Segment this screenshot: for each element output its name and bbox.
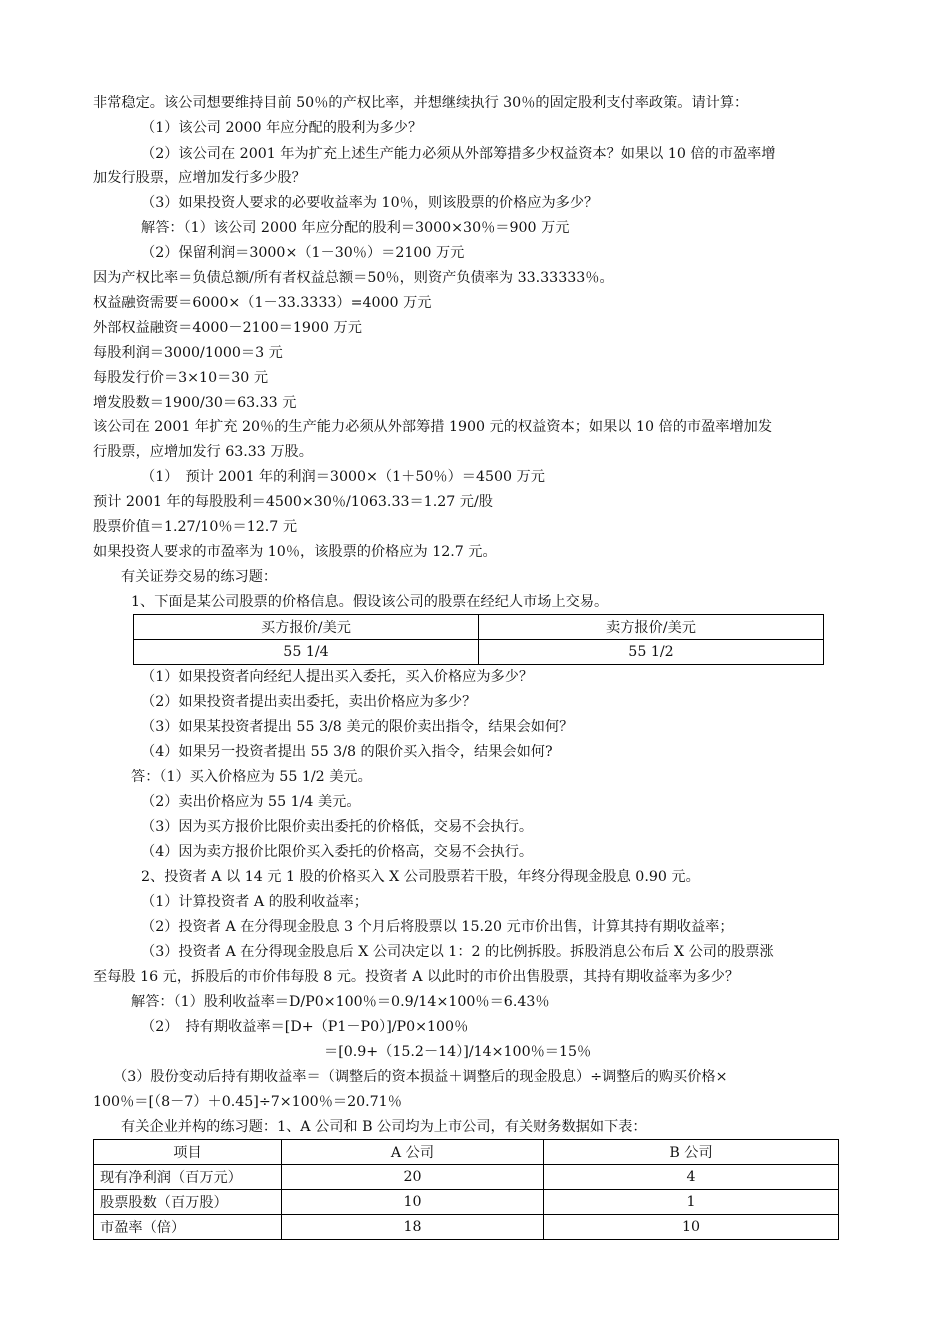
text-line: 预计 2001 年的每股股利＝4500×30％/1063.33＝1.27 元/股 <box>93 494 493 510</box>
table-row <box>94 1190 839 1215</box>
text-line: 解答：（1）该公司 2000 年应分配的股利＝3000×30％＝900 万元 <box>141 220 570 236</box>
table-header-cell: A 公司 <box>282 1140 544 1165</box>
company-table <box>93 1139 839 1240</box>
text-line: 有关企业并构的练习题：1、A 公司和 B 公司均为上市公司，有关财务数据如下表： <box>121 1119 647 1135</box>
text-line: （2）该公司在 2001 年为扩充上述生产能力必须从外部筹措多少权益资本？如果以 10 倍的市盈率增 <box>141 146 776 162</box>
text-line: 加发行股票，应增加发行多少股？ <box>93 170 306 186</box>
table-header-cell: 项目 <box>94 1140 282 1165</box>
text-line: （1）如果投资者向经纪人提出买入委托，买入价格应为多少？ <box>141 669 534 685</box>
table-header-cell: 卖方报价/美元 <box>479 615 824 640</box>
table-row <box>94 1215 839 1240</box>
table-cell: 股票股数（百万股） <box>94 1190 282 1215</box>
text-line: 解答：（1）股利收益率＝D/P0×100％＝0.9/14×100％＝6.43％ <box>131 994 550 1010</box>
text-line: 该公司在 2001 年扩充 20％的生产能力必须从外部筹措 1900 元的权益资本；如果以 10 倍的市盈率增加发 <box>93 419 773 435</box>
table-row <box>94 1165 839 1190</box>
text-line: 答：（1）买入价格应为 55 1/2 美元。 <box>131 769 372 785</box>
text-line: 外部权益融资＝4000－2100＝1900 万元 <box>93 320 362 336</box>
text-line: ＝[0.9+（15.2－14）]/14×100％＝15％ <box>324 1044 592 1060</box>
text-line: （4）如果另一投资者提出 55 3/8 的限价买入指令，结果会如何? <box>141 744 553 760</box>
text-line: （3）如果投资人要求的必要收益率为 10％，则该股票的价格应为多少？ <box>141 195 599 211</box>
text-line: （3）如果某投资者提出 55 3/8 美元的限价卖出指令，结果会如何？ <box>141 719 574 735</box>
text-line: （2）保留利润＝3000×（1－30％）＝2100 万元 <box>141 245 465 261</box>
text-line: 每股发行价＝3×10＝30 元 <box>93 370 269 386</box>
quote-table <box>133 614 824 665</box>
table-cell: 现有净利润（百万元） <box>94 1165 282 1190</box>
text-line: （2）投资者 A 在分得现金股息 3 个月后将股票以 15.20 元市价出售，计算其持有期收益率； <box>141 919 734 935</box>
text-line: （2） 持有期收益率＝[D+（P1－P0）]/P0×100％ <box>141 1019 469 1035</box>
table-header-row <box>94 1140 839 1165</box>
table-cell: 4 <box>544 1165 839 1190</box>
text-line: 行股票，应增加发行 63.33 万股。 <box>93 444 313 460</box>
table-cell: 20 <box>282 1165 544 1190</box>
text-line: 增发股数＝1900/30＝63.33 元 <box>93 395 297 411</box>
text-line: （3）投资者 A 在分得现金股息后 X 公司决定以 1：2 的比例拆股。拆股消息公布后 X 公司的股票涨 <box>141 944 774 960</box>
text-line: （3）股份变动后持有期收益率＝（调整后的资本损益＋调整后的现金股息）÷调整后的购买价格× <box>113 1069 728 1085</box>
text-line: （3）因为买方报价比限价卖出委托的价格低，交易不会执行。 <box>141 819 534 835</box>
text-line: （1） 预计 2001 年的利润＝3000×（1＋50％）＝4500 万元 <box>141 469 545 485</box>
text-line: 100％＝[（8－7）＋0.45]÷7×100％＝20.71％ <box>93 1094 402 1110</box>
text-line: 每股利润＝3000/1000＝3 元 <box>93 345 283 361</box>
text-line: 1、下面是某公司股票的价格信息。假设该公司的股票在经纪人市场上交易。 <box>131 594 609 610</box>
text-line: 非常稳定。该公司想要维持目前 50％的产权比率，并想继续执行 30％的固定股利支付率政策。请计算： <box>93 95 749 111</box>
text-line: （1）计算投资者 A 的股利收益率； <box>141 894 368 910</box>
text-line: （2）如果投资者提出卖出委托，卖出价格应为多少？ <box>141 694 477 710</box>
text-line: 权益融资需要＝6000×（1－33.3333）=4000 万元 <box>93 295 432 311</box>
section-heading: 有关证券交易的练习题： <box>121 569 278 585</box>
text-line: （4）因为卖方报价比限价买入委托的价格高，交易不会执行。 <box>141 844 534 860</box>
table-cell: 55 1/4 <box>134 640 479 665</box>
table-cell: 市盈率（倍） <box>94 1215 282 1240</box>
table-cell: 1 <box>544 1190 839 1215</box>
text-line: 因为产权比率＝负债总额/所有者权益总额＝50％，则资产负债率为 33.33333％。 <box>93 270 614 286</box>
text-line: 2、投资者 A 以 14 元 1 股的价格买入 X 公司股票若干股，年终分得现金股息 0.90 元。 <box>141 869 700 885</box>
table-cell: 10 <box>544 1215 839 1240</box>
text-line: （1）该公司 2000 年应分配的股利为多少？ <box>141 120 423 136</box>
table-cell: 18 <box>282 1215 544 1240</box>
table-cell: 10 <box>282 1190 544 1215</box>
table-row <box>134 640 824 665</box>
text-line: 如果投资人要求的市盈率为 10％，该股票的价格应为 12.7 元。 <box>93 544 497 560</box>
table-header-cell: B 公司 <box>544 1140 839 1165</box>
text-line: 股票价值＝1.27/10％＝12.7 元 <box>93 519 298 535</box>
table-header-cell: 买方报价/美元 <box>134 615 479 640</box>
table-cell: 55 1/2 <box>479 640 824 665</box>
table-header-row <box>134 615 824 640</box>
text-line: （2）卖出价格应为 55 1/4 美元。 <box>141 794 361 810</box>
text-line: 至每股 16 元，拆股后的市价伟每股 8 元。投资者 A 以此时的市价出售股票，其持有期收益率为多少？ <box>93 969 740 985</box>
